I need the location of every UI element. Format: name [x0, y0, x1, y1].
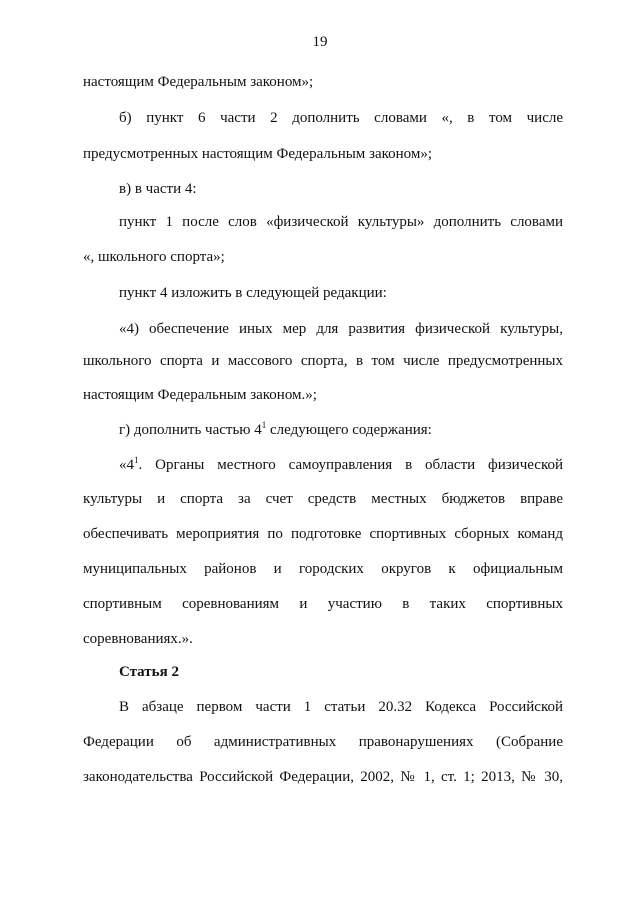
text-line: спортивным соревнованиям и участию в таких спортивных	[83, 596, 563, 612]
text-line: «, школьного спорта»;	[83, 249, 225, 265]
text-line: законодательства Российской Федерации, 2002, № 1, ст. 1; 2013, № 30,	[83, 769, 563, 785]
text-line	[119, 420, 563, 440]
text-line: обеспечивать мероприятия по подготовке спортивных сборных команд	[83, 526, 563, 542]
text-line: настоящим Федеральным законом.»;	[83, 387, 317, 403]
text-line: соревнованиях.».	[83, 631, 193, 647]
text-line: «4) обеспечение иных мер для развития физической культуры,	[119, 321, 563, 337]
text-segment: «4	[119, 457, 134, 473]
article-heading: Статья 2	[119, 664, 179, 680]
text-segment: следующего содержания:	[266, 422, 432, 438]
text-line	[119, 455, 563, 475]
page-number: 19	[312, 34, 328, 50]
superscript: 1	[261, 420, 267, 430]
text-segment: г) дополнить частью 4	[119, 422, 262, 438]
text-line: предусмотренных настоящим Федеральным законом»;	[83, 146, 433, 162]
text-line: настоящим Федеральным законом»;	[83, 74, 314, 90]
text-line: муниципальных районов и городских округов к официальным	[83, 561, 563, 577]
text-line: пункт 1 после слов «физической культуры» дополнить словами	[119, 214, 563, 230]
text-line: Федерации об административных правонарушениях (Собрание	[83, 734, 563, 750]
text-line: культуры и спорта за счет средств местных бюджетов вправе	[83, 491, 563, 507]
text-line: б) пункт 6 части 2 дополнить словами «, в том числе	[119, 110, 563, 126]
text-line: В абзаце первом части 1 статьи 20.32 Кодекса Российской	[119, 699, 563, 715]
text-line: пункт 4 изложить в следующей редакции:	[119, 285, 387, 301]
text-segment: . Органы местного самоуправления в области физической	[138, 457, 563, 473]
text-line: в) в части 4:	[119, 181, 197, 197]
superscript: 1	[134, 455, 139, 465]
text-line: школьного спорта и массового спорта, в том числе предусмотренных	[83, 353, 563, 369]
